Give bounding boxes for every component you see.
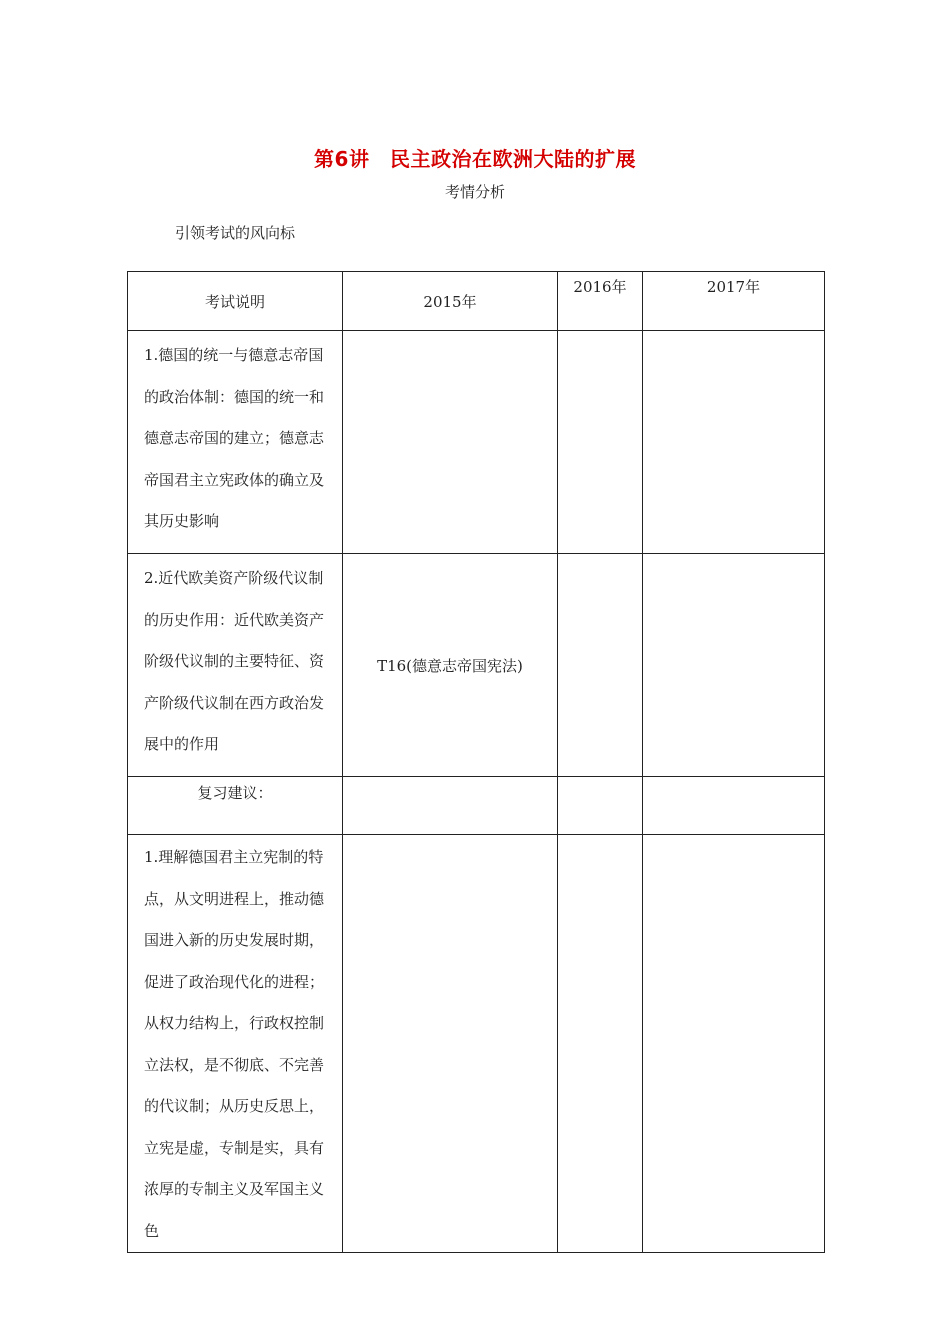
cell-2016 xyxy=(558,331,643,554)
row-description: 2.近代欧美资产阶级代议制的历史作用：近代欧美资产阶级代议制的主要特征、资产阶级代议制在西方政治发展中的作用 xyxy=(128,554,343,777)
row-description: 1.理解德国君主立宪制的特点，从文明进程上，推动德国进入新的历史发展时期，促进了政治现代化的进程；从权力结构上，行政权控制立法权，是不彻底、不完善的代议制；从历史反思上，立宪是虚，专制是实，具有浓厚的专制主义及军国主义色 xyxy=(128,835,343,1253)
header-exam-notes: 考试说明 xyxy=(128,272,343,331)
table-header-row xyxy=(128,272,825,331)
row-description: 1.德国的统一与德意志帝国的政治体制：德国的统一和德意志帝国的建立；德意志帝国君主立宪政体的确立及其历史影响 xyxy=(128,331,343,554)
cell-2016 xyxy=(558,835,643,1253)
cell-2015: T16(德意志帝国宪法) xyxy=(343,554,558,777)
intro-text: 引领考试的风向标 xyxy=(175,224,296,242)
cell-2015 xyxy=(343,835,558,1253)
table-row xyxy=(128,331,825,554)
cell-2017 xyxy=(643,554,825,777)
cell-2016 xyxy=(558,554,643,777)
exam-analysis-table xyxy=(127,271,825,1253)
cell-2017 xyxy=(643,331,825,554)
cell-2015 xyxy=(343,331,558,554)
cell-2017 xyxy=(643,777,825,835)
table-row xyxy=(128,554,825,777)
header-2015: 2015年 xyxy=(343,272,558,331)
cell-2017 xyxy=(643,835,825,1253)
header-2017: 2017年 xyxy=(643,272,825,331)
cell-2016 xyxy=(558,777,643,835)
table-row xyxy=(128,835,825,1253)
table-row xyxy=(128,777,825,835)
page-title: 第6讲 民主政治在欧洲大陆的扩展 xyxy=(314,147,636,171)
review-advice-heading: 复习建议： xyxy=(128,777,343,835)
cell-2015 xyxy=(343,777,558,835)
header-2016: 2016年 xyxy=(558,272,643,331)
section-subtitle: 考情分析 xyxy=(444,183,505,201)
